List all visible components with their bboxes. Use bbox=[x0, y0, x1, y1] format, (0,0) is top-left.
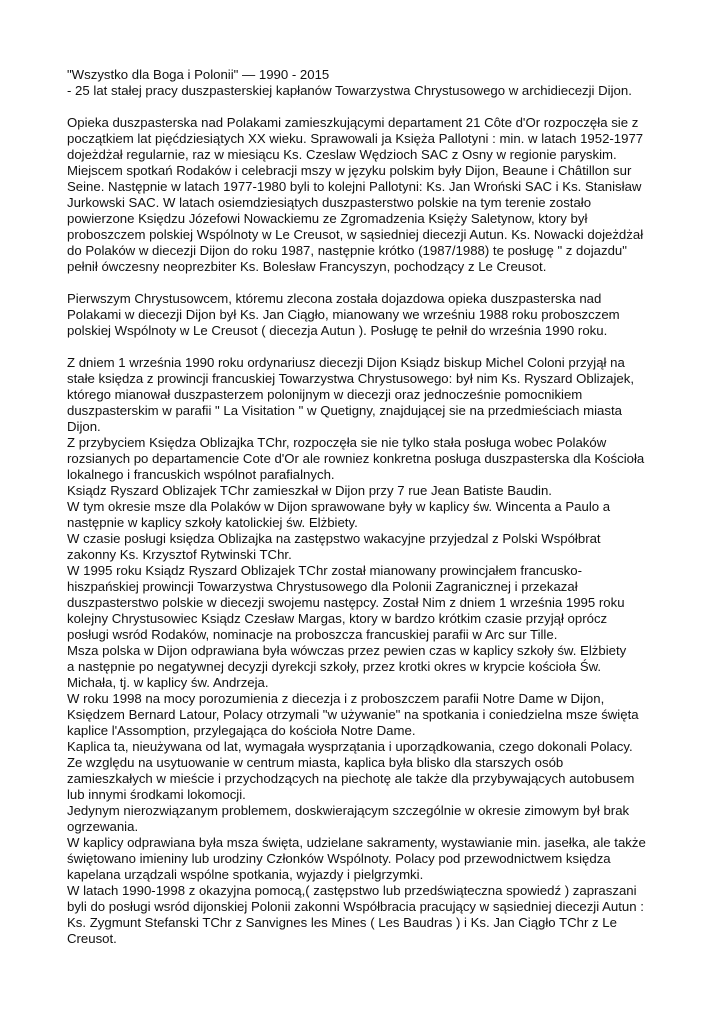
text-line: kaplice l'Assomption, przylegająca do kościoła Notre Dame. bbox=[67, 723, 416, 738]
text-line: Ks. Zygmunt Stefanski TChr z Sanvignes les Mines ( Les Baudras ) i Ks. Jan Ciągło TChr z Le bbox=[67, 915, 617, 930]
text-line: Z dniem 1 września 1990 roku ordynariusz diecezji Dijon Ksiądz biskup Michel Coloni przyjął na bbox=[67, 355, 625, 370]
text-line: Ze względu na usytuowanie w centrum miasta, kaplica była blisko dla starszych osób bbox=[67, 755, 564, 770]
paragraph-gap bbox=[67, 339, 667, 355]
text-line: W czasie posługi księdza Oblizajka na zastępstwo wakacyjne przyjedzal z Polski Współbrat bbox=[67, 531, 601, 546]
text-line: do Polaków w diecezji Dijon do roku 1987, następnie krótko (1987/1988) te posługę " z dojazdu" bbox=[67, 243, 627, 258]
text-line: W latach 1990-1998 z okazyjna pomocą,( zastępstwo lub przedświąteczna spowiedź ) zapraszani bbox=[67, 883, 637, 898]
text-line: Opieka duszpasterska nad Polakami zamieszkującymi departament 21 Côte d'Or rozpoczęła sie z bbox=[67, 115, 639, 130]
text-line: rozsianych po departamencie Cote d'Or ale rowniez konkretna posługa duszpasterska dla Kościoła bbox=[67, 451, 645, 466]
text-line: zamieszkałych w mieście i przychodzących na piechotę ale także dla przybywających autobusem bbox=[67, 771, 635, 786]
text-line: Kaplica ta, nieużywana od lat, wymagała wysprzątania i uporządkowania, czego dokonali Polacy. bbox=[67, 739, 633, 754]
text-line: a następnie po negatywnej decyzji dyrekcji szkoły, przez krotki okres w krypcie kościoła Św. bbox=[67, 659, 602, 674]
text-line: zakonny Ks. Krzysztof Rytwinski TChr. bbox=[67, 547, 292, 562]
text-line: W roku 1998 na mocy porozumienia z diecezja i z proboszczem parafii Notre Dame w Dijon, bbox=[67, 691, 605, 706]
text-line: byli do posługi wsród dijonskiej Polonii zakonni Współbracia pracujący w sąsiedniej diecezji Autun : bbox=[67, 899, 644, 914]
text-line: świętowano imieniny lub urodziny Członków Wspólnoty. Polacy pod przewodnictwem księdza bbox=[67, 851, 611, 866]
text-line: Ksiądz Ryszard Oblizajek TChr zamieszkał w Dijon przy 7 rue Jean Batiste Baudin. bbox=[67, 483, 552, 498]
text-line: duszpasterskim w parafii " La Visitation " w Quetigny, znajdującej sie na przedmieściach miasta bbox=[67, 403, 622, 418]
text-line: Creusot. bbox=[67, 931, 117, 946]
text-line: kapelana urządzali wspólne spotkania, wyjazdy i pielgrzymki. bbox=[67, 867, 424, 882]
text-line: W tym okresie msze dla Polaków w Dijon sprawowane były w kaplicy św. Wincenta a Paulo a bbox=[67, 499, 611, 514]
text-line: Michała, tj. w kaplicy św. Andrzeja. bbox=[67, 675, 269, 690]
text-line: lub innymi środkami lokomocji. bbox=[67, 787, 246, 802]
text-line: Dijon. bbox=[67, 419, 101, 434]
text-line: Pierwszym Chrystusowcem, któremu zlecona została dojazdowa opieka duszpasterska nad bbox=[67, 291, 602, 306]
text-line: którego mianował duszpasterzem polonijnym w diecezji oraz jednocześnie pomocnikiem bbox=[67, 387, 583, 402]
text-line: początkiem lat pięćdziesiątych XX wieku. Sprawowali ja Księża Pallotyni : min. w latach 1952-1977 bbox=[67, 131, 644, 146]
paragraph bbox=[67, 355, 667, 947]
text-line: Miejscem spotkań Rodaków i celebracji mszy w języku polskim były Dijon, Beaune i Châtillon sur bbox=[67, 163, 632, 178]
text-line: powierzone Księdzu Józefowi Nowackiemu ze Zgromadzenia Księży Saletynow, ktory był bbox=[67, 211, 588, 226]
text-line: Z przybyciem Księdza Oblizajka TChr, rozpoczęła sie nie tylko stała posługa wobec Polaków bbox=[67, 435, 607, 450]
document-subtitle: - 25 lat stałej pracy duszpasterskiej kapłanów Towarzystwa Chrystusowego w archidiecezji Dijon. bbox=[67, 83, 632, 98]
text-line: ogrzewania. bbox=[67, 819, 139, 834]
text-line: posługi wsród Rodaków, nominacje na proboszcza francuskiej parafii w Arc sur Tille. bbox=[67, 627, 558, 642]
paragraph bbox=[67, 115, 667, 275]
text-line: stałe księdza z prowincji francuskiej Towarzystwa Chrystusowego: był nim Ks. Ryszard Oblizajek, bbox=[67, 371, 635, 386]
text-line: Msza polska w Dijon odprawiana była wówczas przez pewien czas w kaplicy szkoły św. Elżbiety bbox=[67, 643, 627, 658]
document-page bbox=[67, 67, 667, 947]
text-line: dojeżdżał regularnie, raz w miesiącu Ks. Czeslaw Wędzioch SAC z Osny w regionie paryskim. bbox=[67, 147, 617, 162]
paragraph bbox=[67, 291, 667, 339]
paragraph-gap bbox=[67, 275, 667, 291]
text-line: proboszczem polskiej Wspólnoty w Le Creusot, w sąsiedniej diecezji Autun. Ks. Nowacki dojeżdżał bbox=[67, 227, 644, 242]
text-line: lokalnego i francuskich wspólnot parafialnych. bbox=[67, 467, 335, 482]
document-body bbox=[67, 115, 667, 947]
document-header bbox=[67, 67, 667, 99]
text-line: Księdzem Bernard Latour, Polacy otrzymali "w używanie" na spotkania i coniedzielna msze święta bbox=[67, 707, 639, 722]
text-line: Jedynym nierozwiązanym problemem, doskwierającym szczególnie w okresie zimowym był brak bbox=[67, 803, 630, 818]
text-line: polskiej Wspólnoty w Le Creusot ( diecezja Autun ). Posługę te pełnił do września 1990 roku. bbox=[67, 323, 608, 338]
text-line: W 1995 roku Ksiądz Ryszard Oblizajek TChr został mianowany prowincjałem francusko- bbox=[67, 563, 583, 578]
text-line: Polakami w diecezji Dijon był Ks. Jan Ciągło, mianowany we wrześniu 1988 roku proboszczem bbox=[67, 307, 620, 322]
text-line: duszpasterstwo polskie w diecezji swojemu następcy. Został Nim z dniem 1 września 1995 roku bbox=[67, 595, 625, 610]
text-line: Seine. Następnie w latach 1977-1980 byli to kolejni Pallotyni: Ks. Jan Wroński SAC i Ks. Stanisław bbox=[67, 179, 642, 194]
text-line: kolejny Chrystusowiec Ksiądz Czesław Margas, ktory w bardzo krótkim czasie przyjął oprócz bbox=[67, 611, 608, 626]
text-line: Jurkowski SAC. W latach osiemdziesiątych duszpasterstwo polskie na tym terenie zostało bbox=[67, 195, 592, 210]
paragraph-gap bbox=[67, 99, 667, 115]
text-line: następnie w kaplicy szkoły katolickiej św. Elżbiety. bbox=[67, 515, 358, 530]
document-title: "Wszystko dla Boga i Polonii" — 1990 - 2015 bbox=[67, 67, 330, 82]
text-line: hiszpańskiej prowincji Towarzystwa Chrystusowego dla Polonii Zagranicznej i przekazał bbox=[67, 579, 578, 594]
text-line: pełnił ówczesny neoprezbiter Ks. Bolesław Francyszyn, pochodzący z Le Creusot. bbox=[67, 259, 547, 274]
text-line: W kaplicy odprawiana była msza święta, udzielane sakramenty, wystawianie min. jasełka, ale także bbox=[67, 835, 646, 850]
